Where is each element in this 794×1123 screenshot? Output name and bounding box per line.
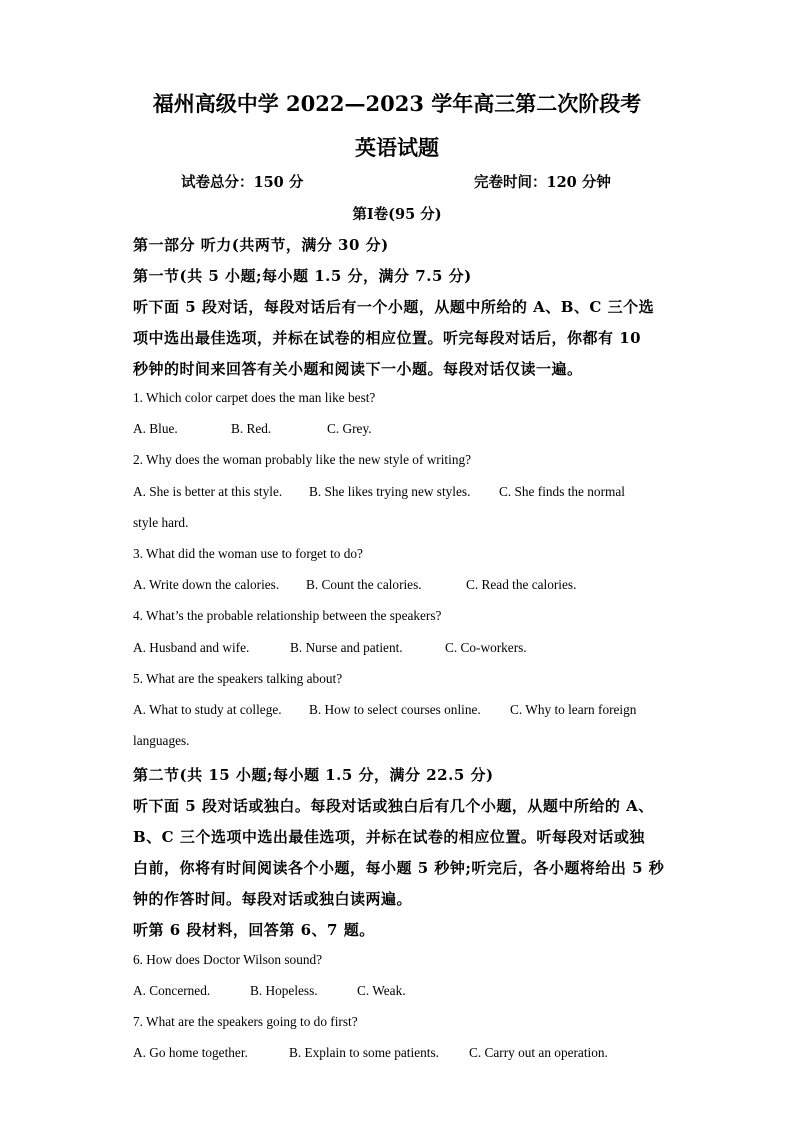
part1-heading: 第一部分 听力(共两节，满分 30 分): [133, 236, 389, 254]
volume-heading: 第Ⅰ卷(95 分): [352, 206, 442, 223]
question-4-stem: 4. What’s the probable relationship between the speakers?: [133, 608, 442, 623]
question-5-stem: 5. What are the speakers talking about?: [133, 671, 343, 686]
question-1-option-a: A. Blue.: [133, 421, 178, 436]
section2-instructions-line: 听下面 5 段对话或独白。每段对话或独白后有几个小题，从题中所给的 A、: [133, 797, 654, 815]
section2-instructions-line: B、C 三个选项中选出最佳选项，并标在试卷的相应位置。听每段对话或独: [133, 828, 645, 846]
question-3-option-a: A. Write down the calories.: [133, 577, 280, 592]
question-6-option-c: C. Weak.: [357, 983, 406, 998]
question-5-option-b: B. How to select courses online.: [309, 702, 481, 717]
exam-time: 完卷时间：120 分钟: [474, 174, 611, 191]
question-6-stem: 6. How does Doctor Wilson sound?: [133, 952, 323, 967]
question-5-option-c: C. Why to learn foreign: [510, 702, 637, 717]
question-1-stem: 1. Which color carpet does the man like best?: [133, 390, 376, 405]
question-3-stem: 3. What did the woman use to forget to do?: [133, 546, 363, 561]
question-4-option-b: B. Nurse and patient.: [290, 640, 403, 655]
question-2-stem: 2. Why does the woman probably like the new style of writing?: [133, 452, 472, 467]
exam-subtitle: 英语试题: [355, 135, 439, 160]
section2-instructions-line: 钟的作答时间。每段对话或独白读两遍。: [133, 890, 413, 908]
question-2-option-b: B. She likes trying new styles.: [309, 484, 471, 499]
question-4-option-c: C. Co-workers.: [445, 640, 527, 655]
question-2-option-c-continuation: style hard.: [133, 515, 189, 530]
question-2-option-c: C. She finds the normal: [499, 484, 625, 499]
total-score: 试卷总分：150 分: [181, 174, 304, 191]
section1-heading: 第一节(共 5 小题;每小题 1.5 分，满分 7.5 分): [133, 267, 472, 285]
section2-heading: 第二节(共 15 小题;每小题 1.5 分，满分 22.5 分): [133, 766, 494, 784]
question-1-option-c: C. Grey.: [327, 421, 372, 436]
question-2-option-a: A. She is better at this style.: [133, 484, 283, 499]
question-3-option-c: C. Read the calories.: [466, 577, 577, 592]
section1-instructions-line: 听下面 5 段对话，每段对话后有一个小题，从题中所给的 A、B、C 三个选: [133, 298, 655, 316]
section1-instructions-line: 项中选出最佳选项，并标在试卷的相应位置。听完每段对话后，你都有 10: [133, 329, 642, 347]
question-4-option-a: A. Husband and wife.: [133, 640, 250, 655]
question-6-option-b: B. Hopeless.: [250, 983, 318, 998]
question-7-option-c: C. Carry out an operation.: [469, 1045, 608, 1060]
question-5-option-a: A. What to study at college.: [133, 702, 282, 717]
question-5-option-c-continuation: languages.: [133, 733, 190, 748]
section1-instructions-line: 秒钟的时间来回答有关小题和阅读下一小题。每段对话仅读一遍。: [133, 360, 583, 378]
question-7-option-a: A. Go home together.: [133, 1045, 248, 1060]
question-3-option-b: B. Count the calories.: [306, 577, 422, 592]
question-6-option-a: A. Concerned.: [133, 983, 211, 998]
section2-instructions-line: 白前，你将有时间阅读各个小题，每小题 5 秒钟;听完后，各小题将给出 5 秒: [133, 859, 665, 877]
question-1-option-b: B. Red.: [231, 421, 272, 436]
material-6-heading: 听第 6 段材料，回答第 6、7 题。: [133, 921, 375, 939]
exam-title: 福州高级中学 2022—2023 学年高三第二次阶段考: [152, 91, 642, 116]
question-7-stem: 7. What are the speakers going to do first?: [133, 1014, 358, 1029]
question-7-option-b: B. Explain to some patients.: [289, 1045, 439, 1060]
